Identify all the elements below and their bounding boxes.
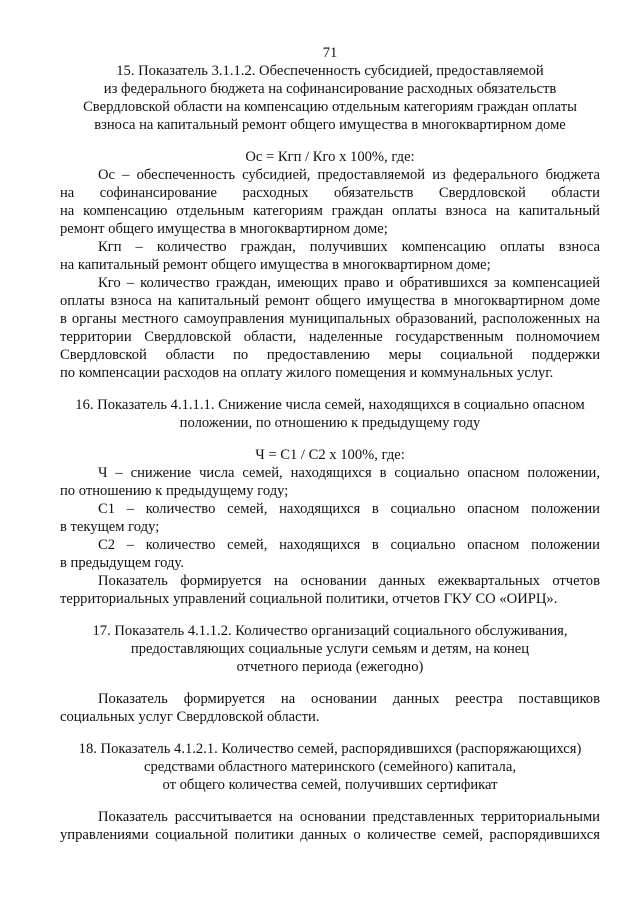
section15-def-kgo-line-4: территории Свердловской области, наделенные государственным полномочием [60,329,600,345]
section15-formula: Ос = Кгп / Кго х 100%, где: [245,149,415,165]
section17-heading-line-1: 17. Показатель 4.1.1.2. Количество организаций социального обслуживания, [92,623,568,639]
section15-heading-line-3: Свердловской области на компенсацию отдельным категориям граждан оплаты [83,99,577,115]
section15-def-kgo-line-1: Кго – количество граждан, имеющих право и обратившихся за компенсацией [98,275,600,291]
section15-def-os-line-4: ремонт общего имущества в многоквартирном доме; [60,221,388,237]
section18-source-line-2: управлениями социальной политики данных о количестве семей, распорядившихся [60,827,600,843]
section16-def-ch-line-1: Ч – снижение числа семей, находящихся в социально опасном положении, [98,465,600,481]
section18-heading-line-1: 18. Показатель 4.1.2.1. Количество семей, распорядившихся (распоряжающихся) [78,741,582,757]
section16-def-c2-line-2: в предыдущем году. [60,555,184,571]
section15-def-kgo-line-2: оплаты взноса на капитальный ремонт общего имущества в многоквартирном доме [60,293,600,309]
section17-source-line-1: Показатель формируется на основании данных реестра поставщиков [98,691,600,707]
section18-heading-line-2: средствами областного материнского (семейного) капитала, [144,759,516,775]
page-number: 71 [322,45,338,61]
section15-def-os-line-2: на софинансирование расходных обязательств Свердловской области [60,185,600,201]
section16-heading-line-2: положении, по отношению к предыдущему году [179,415,481,431]
section15-def-os-line-3: на компенсацию отдельным категориям граждан оплаты взноса на капитальный [60,203,600,219]
section16-source-line-1: Показатель формируется на основании данных ежеквартальных отчетов [98,573,600,589]
section15-heading-line-1: 15. Показатель 3.1.1.2. Обеспеченность субсидией, предоставляемой [116,63,544,79]
section18-heading-line-3: от общего количества семей, получивших сертификат [162,777,498,793]
section16-formula: Ч = С1 / С2 х 100%, где: [255,447,405,463]
section15-def-kgo-line-3: в органы местного самоуправления муниципальных образований, расположенных на [60,311,600,327]
section17-heading-line-3: отчетного периода (ежегодно) [236,659,424,675]
section15-def-kgp-line-1: Кгп – количество граждан, получивших компенсацию оплаты взноса [98,239,600,255]
section16-source-line-2: территориальных управлений социальной политики, отчетов ГКУ СО «ОИРЦ». [60,591,558,607]
section15-def-kgo-line-5: Свердловской области по предоставлению меры социальной поддержки [60,347,600,363]
section15-def-kgo-line-6: по компенсации расходов на оплату жилого помещения и коммунальных услуг. [60,365,554,381]
section16-def-c2-line-1: С2 – количество семей, находящихся в социально опасном положении [98,537,600,553]
section16-def-c1-line-1: С1 – количество семей, находящихся в социально опасном положении [98,501,600,517]
section15-heading-line-4: взноса на капитальный ремонт общего имущества в многоквартирном доме [94,117,566,133]
section16-def-ch-line-2: по отношению к предыдущему году; [60,483,289,499]
section17-source-line-2: социальных услуг Свердловской области. [60,709,320,725]
section15-heading-line-2: из федерального бюджета на софинансирование расходных обязательств [103,81,557,97]
section15-def-os-line-1: Ос – обеспеченность субсидией, предоставляемой из федерального бюджета [98,167,600,183]
section15-def-kgp-line-2: на капитальный ремонт общего имущества в многоквартирном доме; [60,257,491,273]
section17-heading-line-2: предоставляющих социальные услуги семьям и детям, на конец [130,641,530,657]
section16-heading-line-1: 16. Показатель 4.1.1.1. Снижение числа семей, находящихся в социально опасном [75,397,585,413]
section16-def-c1-line-2: в текущем году; [60,519,160,535]
section18-source-line-1: Показатель рассчитывается на основании представленных территориальными [98,809,600,825]
